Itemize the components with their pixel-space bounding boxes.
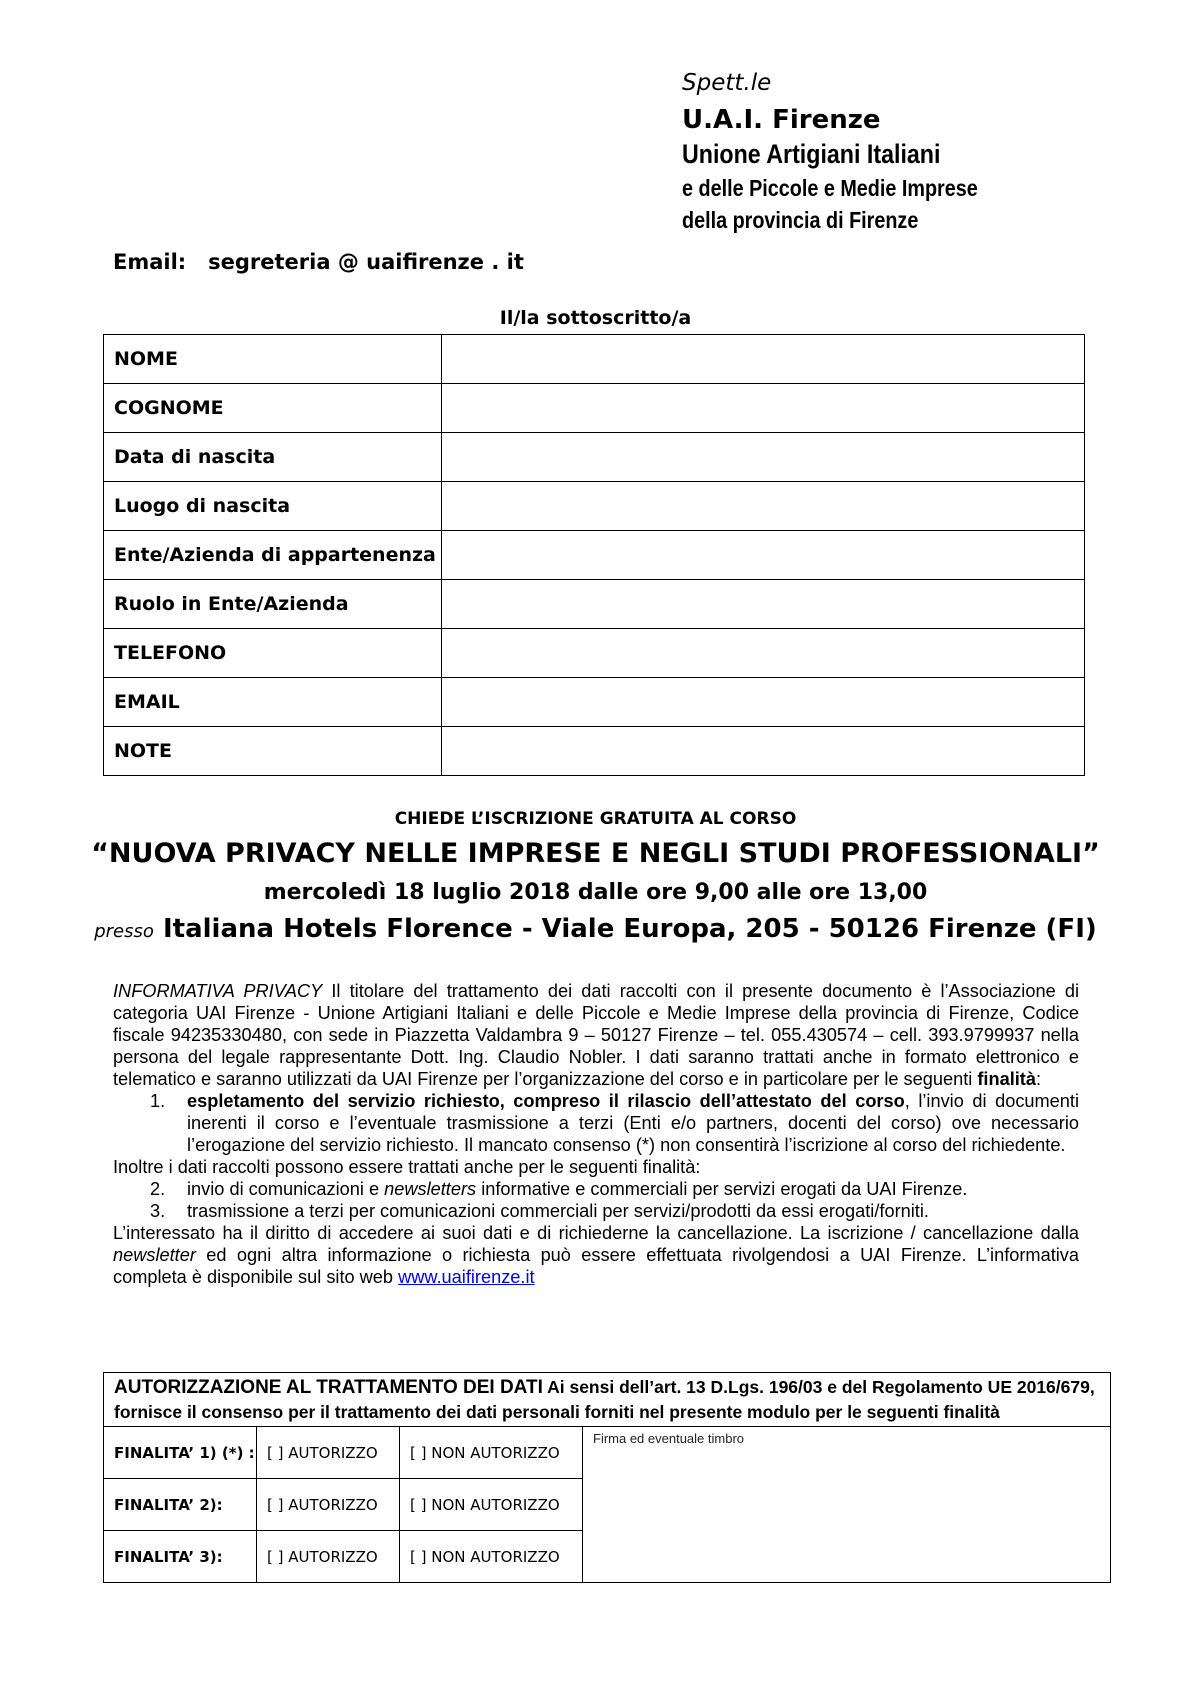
- salutation: Spett.le: [682, 70, 772, 96]
- finalita-row: [104, 1427, 583, 1479]
- autorizzo-checkbox[interactable]: [ ] AUTORIZZO: [257, 1479, 400, 1531]
- privacy-heading: INFORMATIVA PRIVACY: [113, 981, 323, 1001]
- list-number: 3.: [150, 1201, 166, 1221]
- form-row-ente: [104, 531, 1085, 580]
- authorization-table: [104, 1427, 583, 1582]
- form-row-data-nascita: [104, 433, 1085, 482]
- luogo-nascita-field[interactable]: [442, 482, 1085, 531]
- privacy-text: informative e commerciali per servizi erogati da UAI Firenze.: [476, 1179, 968, 1199]
- field-label: TELEFONO: [104, 629, 442, 678]
- finalita-label: FINALITA’ 2):: [104, 1479, 257, 1531]
- privacy-text: newsletters: [384, 1179, 477, 1199]
- form-row-note: [104, 727, 1085, 776]
- nome-field[interactable]: [442, 335, 1085, 384]
- authorization-title-rest: Ai sensi dell’art. 13 D.Lgs. 196/03 e del Regolamento UE 2016/679,: [542, 1377, 1095, 1397]
- field-label: NOTE: [104, 727, 442, 776]
- privacy-text: . La iscrizione / cancellazione dalla: [787, 1223, 1080, 1243]
- privacy-text: , l’invio di documenti inerenti il corso e l’eventuale trasmissione a terzi (Enti e/o partners, docenti del corso) ove necessario l’erogazione del servizio richiesto. Il mancato consenso (*) non consentirà l’iscrizione al corso del richiedente.: [187, 1091, 1079, 1155]
- ruolo-field[interactable]: [442, 580, 1085, 629]
- form-row-cognome: [104, 384, 1085, 433]
- field-label: Data di nascita: [104, 433, 442, 482]
- form-row-nome: [104, 335, 1085, 384]
- privacy-text: ed ogni altra informazione o richiesta può essere effettuata rivolgendosi a UAI Firenze. L’informativa completa è disponibile sul sito web: [113, 1245, 1079, 1287]
- email-field[interactable]: [442, 678, 1085, 727]
- field-label: EMAIL: [104, 678, 442, 727]
- course-title: “NUOVA PRIVACY NELLE IMPRESE E NEGLI STUDI PROFESSIONALI”: [91, 838, 1100, 869]
- recipient-org-line2: e delle Piccole e Medie Imprese: [682, 175, 978, 201]
- ente-field[interactable]: [442, 531, 1085, 580]
- privacy-text: espletamento del servizio richiesto, compreso il rilascio dell’attestato del corso: [187, 1091, 905, 1111]
- recipient-org-line3: della provincia di Firenze: [682, 207, 919, 233]
- privacy-text: :: [1035, 1069, 1042, 1089]
- email-line: Email: segreteria @ uaifirenze . it: [113, 250, 524, 274]
- privacy-notice: [113, 980, 1079, 1288]
- privacy-paragraph-3: [113, 1222, 1079, 1288]
- signature-area[interactable]: [583, 1427, 1110, 1582]
- finalita-row: [104, 1479, 583, 1531]
- field-label: NOME: [104, 335, 442, 384]
- telefono-field[interactable]: [442, 629, 1085, 678]
- privacy-text: L’interessato ha il diritto di accedere ai suoi dati e di richiederne la cancellazione: [113, 1223, 788, 1243]
- field-label: Ruolo in Ente/Azienda: [104, 580, 442, 629]
- list-item: [113, 1178, 1079, 1200]
- form-row-email: [104, 678, 1085, 727]
- data-nascita-field[interactable]: [442, 433, 1085, 482]
- cognome-field[interactable]: [442, 384, 1085, 433]
- recipient-org-line1: Unione Artigiani Italiani: [682, 139, 941, 169]
- privacy-text: finalità: [977, 1069, 1036, 1089]
- field-label: COGNOME: [104, 384, 442, 433]
- website-link[interactable]: www.uaifirenze.it: [398, 1267, 535, 1287]
- presso-label: presso: [94, 921, 154, 942]
- privacy-text: invio di comunicazioni e: [187, 1179, 385, 1199]
- recipient-name: U.A.I. Firenze: [682, 105, 881, 135]
- autorizzo-checkbox[interactable]: [ ] AUTORIZZO: [257, 1427, 400, 1479]
- form-row-luogo-nascita: [104, 482, 1085, 531]
- list-item: [113, 1200, 1079, 1222]
- recipient-address: [682, 72, 1026, 241]
- autorizzo-checkbox[interactable]: [ ] AUTORIZZO: [257, 1531, 400, 1583]
- privacy-paragraph-1: [113, 980, 1079, 1090]
- form-row-ruolo: [104, 580, 1085, 629]
- field-label: Luogo di nascita: [104, 482, 442, 531]
- list-number: 1.: [150, 1091, 166, 1111]
- non-autorizzo-checkbox[interactable]: [ ] NON AUTORIZZO: [400, 1427, 583, 1479]
- note-field[interactable]: [442, 727, 1085, 776]
- request-line: CHIEDE L’ISCRIZIONE GRATUITA AL CORSO: [394, 809, 797, 829]
- form-row-telefono: [104, 629, 1085, 678]
- privacy-text: newsletter: [113, 1245, 196, 1265]
- location-text: Italiana Hotels Florence - Viale Europa, 205 - 50126 Firenze (FI): [162, 914, 1097, 944]
- finalita-label: FINALITA’ 1) (*) :: [104, 1427, 257, 1479]
- finalita-row: [104, 1531, 583, 1583]
- registration-form-table: [103, 334, 1085, 776]
- authorization-title: AUTORIZZAZIONE AL TRATTAMENTO DEI DATI: [114, 1377, 543, 1398]
- non-autorizzo-checkbox[interactable]: [ ] NON AUTORIZZO: [400, 1531, 583, 1583]
- list-number: 2.: [150, 1179, 166, 1199]
- authorization-box: [103, 1372, 1111, 1583]
- privacy-text: trasmissione a terzi per comunicazioni commerciali per servizi/prodotti da essi erogati/forniti.: [187, 1201, 929, 1221]
- privacy-text: - Unione Artigiani Italiani e delle Piccole e Medie Imprese della provincia di Firenze, Codice fiscale 94235330480, con sede in Piazzetta Valdambra 9 – 50127 Firenze – tel. 055.430574 – cell. 393.9799937 nella persona del legale rappresentante Dott. Ing. Claudio Nobler. I dati saranno trattati anche in formato elettronico e telematico e saranno utilizzati da UAI Firenze per l’organizzazione del corso e in particolare per le seguenti: [113, 1003, 1080, 1089]
- non-autorizzo-checkbox[interactable]: [ ] NON AUTORIZZO: [400, 1479, 583, 1531]
- subscriber-heading: Il/la sottoscritto/a: [499, 307, 692, 329]
- course-location: [0, 914, 1191, 944]
- privacy-text: Associazione di categoria UAI Firenze: [113, 981, 1079, 1023]
- privacy-paragraph-2: Inoltre i dati raccolti possono essere trattati anche per le seguenti finalità:: [113, 1157, 701, 1177]
- authorization-consent-line: fornisce il consenso per il trattamento dei dati personali forniti nel presente modulo per le seguenti finalità: [114, 1402, 1000, 1422]
- course-date: mercoledì 18 luglio 2018 dalle ore 9,00 alle ore 13,00: [263, 880, 928, 905]
- authorization-body: [104, 1427, 1110, 1582]
- field-label: Ente/Azienda di appartenenza: [104, 531, 442, 580]
- list-item: [113, 1090, 1079, 1156]
- signature-label: Firma ed eventuale timbro: [593, 1431, 745, 1446]
- finalita-label: FINALITA’ 3):: [104, 1531, 257, 1583]
- privacy-text: Il titolare del trattamento dei dati raccolti con il presente documento è l’: [322, 981, 949, 1001]
- authorization-header: [104, 1373, 1110, 1427]
